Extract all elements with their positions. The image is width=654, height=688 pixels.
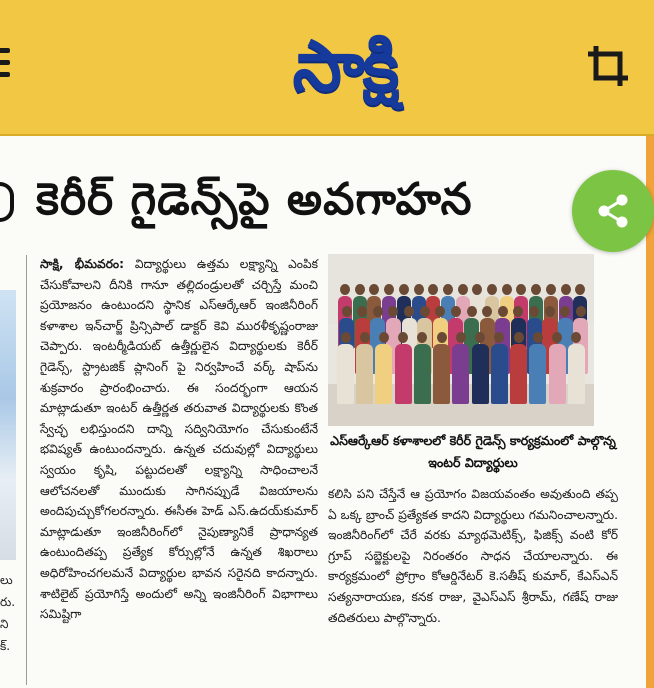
article-column-2: కలిసి పని చేస్తేనే ఆ ప్రయోగం విజయవంతం అవుతుంది తప్ప ఏ ఒక్క బ్రాంచ్ ప్రత్యేకత కాదని విద్యార్థులు గమనించాలన్నారు. ఇంజినీరింగ్‌లో చేరే వరకు మ్యాథమెటిక్స్, ఫిజిక్స్ వంటి కోర్ గ్రూప్ సబ్జెక్టులపై నిరంతరం సాధన చేయాలన్నారు. ఈ కార్యక్రమంలో ప్రోగ్రాం కోఆర్డినేటర్ కె.సతీష్ కుమార్, కేఎస్ఎన్ సత్యనారాయణ, కనక రాజు, వైఎస్ఎస్ శ్రీరామ్, గణేష్ రాజు తదితరులు పాల్గొన్నారు. <box>328 487 618 625</box>
photo-person-head <box>360 332 370 343</box>
app-header <box>0 0 654 136</box>
article-headline: కెరీర్ గైడెన్స్‌పై అవగాహన <box>36 174 473 225</box>
photo-person-head <box>420 306 430 317</box>
photo-person <box>395 344 412 404</box>
photo-person-head <box>498 306 508 317</box>
photo-person-head <box>373 306 383 317</box>
photo-caption: ఎస్ఆర్కేఆర్ కళాశాలలో కెరీర్ గైడెన్స్ కార్యక్రమంలో పాల్గొన్న ఇంటర్ విద్యార్థులు <box>330 433 616 470</box>
photo-person-head <box>487 284 497 295</box>
photo-person <box>510 344 527 404</box>
photo-person-head <box>502 284 512 295</box>
adjacent-text-fragment: క్. <box>0 639 11 653</box>
photo-person-head <box>342 306 352 317</box>
share-icon <box>593 191 633 231</box>
photo-person-head <box>399 284 409 295</box>
photo-person-head <box>414 284 424 295</box>
crop-icon[interactable] <box>584 42 632 90</box>
sakshi-logo: సాక్షి <box>292 25 398 107</box>
adjacent-article-photo <box>0 290 16 560</box>
photo-person-head <box>561 284 571 295</box>
photo-person-head <box>404 306 414 317</box>
photo-person-head <box>456 332 466 343</box>
photo-person-head <box>545 306 555 317</box>
photo-person-head <box>533 332 543 343</box>
photo-person <box>452 344 469 404</box>
photo-person <box>414 344 431 404</box>
photo-person-head <box>437 332 447 343</box>
adjacent-text-fragment: రు. <box>0 595 16 609</box>
photo-person-head <box>443 284 453 295</box>
photo-person-head <box>546 284 556 295</box>
hamburger-menu-icon[interactable] <box>0 48 10 82</box>
photo-person-head <box>552 332 562 343</box>
photo-person <box>549 344 566 404</box>
column-divider <box>26 255 27 685</box>
photo-person-head <box>379 332 389 343</box>
photo-person-head <box>340 284 350 295</box>
photo-person-head <box>451 306 461 317</box>
photo-person-head <box>355 284 365 295</box>
photo-person-head <box>529 306 539 317</box>
photo-person <box>491 344 508 404</box>
photo-person <box>472 344 489 404</box>
photo-person <box>356 344 373 404</box>
photo-person <box>568 344 585 404</box>
photo-person-head <box>514 332 524 343</box>
photo-person-head <box>467 306 477 317</box>
photo-person <box>433 344 450 404</box>
photo-person <box>375 344 392 404</box>
adjacent-text-fragment: ని <box>0 617 9 631</box>
adjacent-text-fragment: లు <box>0 573 13 587</box>
dateline: సాక్షి, భీమవరం: <box>40 257 124 271</box>
share-button[interactable] <box>572 170 654 252</box>
photo-person <box>529 344 546 404</box>
column-1-text: విద్యార్థులు ఉత్తమ లక్ష్యాన్ని ఎంపిక చేసుకోవాలని దీనికి గానూ తల్లిదండ్రులతో చర్చిస్తే మంచి ప్రయోజనం ఉంటుందని స్థానిక ఎస్ఆర్కేఆర్ ఇంజినీరింగ్ కళాశాల ఇన్‌చార్జ్ ప్రిన్సిపాల్ డాక్టర్ కెవి మురళీకృష్ణంరాజు చెప్పారు. ఇంటర్మీడియట్ ఉత్తీర్ణులైన విద్యార్థులకు కెరీర్ గైడెన్స్, స్ట్రాటజిక్ ప్లానింగ్ పై నిర్వహించే వర్క్ షాప్‌ను శుక్రవారం ప్రారంభించారు. ఈ సందర్భంగా ఆయన మాట్లాడుతూ ఇంటర్ ఉత్తీర్ణత తరువాత విద్యార్థులకు కొంత స్వేచ్ఛ లభిస్తుందని దాన్ని సద్వినియోగం చేసుకుంటేనే భవిష్యత్ ఉంటుందన్నారు. ఉన్నత చదువుల్లో విద్యార్థులు స్వయం కృషి, పట్టుదలతో లక్ష్యాన్ని సాధించాలనే ఆలోచనలతో ముందుకు సాగినప్పుడే విజయాలను అందిపుచ్చుకోగలరన్నారు. ఈసీఈ హెడ్ ఎస్.ఉదయ్‌కుమార్ మాట్లాడుతూ ఇంజినీరింగ్‌లో నైపుణ్యానికే ప్రాధాన్యత ఉంటుందితప్ప ప్రత్యేక కోర్సుల్లోనే ఉన్నత శిఖరాలు అధిరోహించగలమనే విద్యార్థుల భావన సరైనది కాదన్నారు. శాటిలైట్ ప్రయోగిస్తే అందులో అన్ని ఇంజినీరింగ్ విభాగాలు సమిష్టిగా <box>40 257 318 622</box>
event-group-photo <box>328 254 594 426</box>
photo-person <box>337 344 354 404</box>
photo-person-head <box>576 306 586 317</box>
photo-person-head <box>341 332 351 343</box>
photo-person-head <box>458 284 468 295</box>
article-column-1 <box>40 254 318 625</box>
